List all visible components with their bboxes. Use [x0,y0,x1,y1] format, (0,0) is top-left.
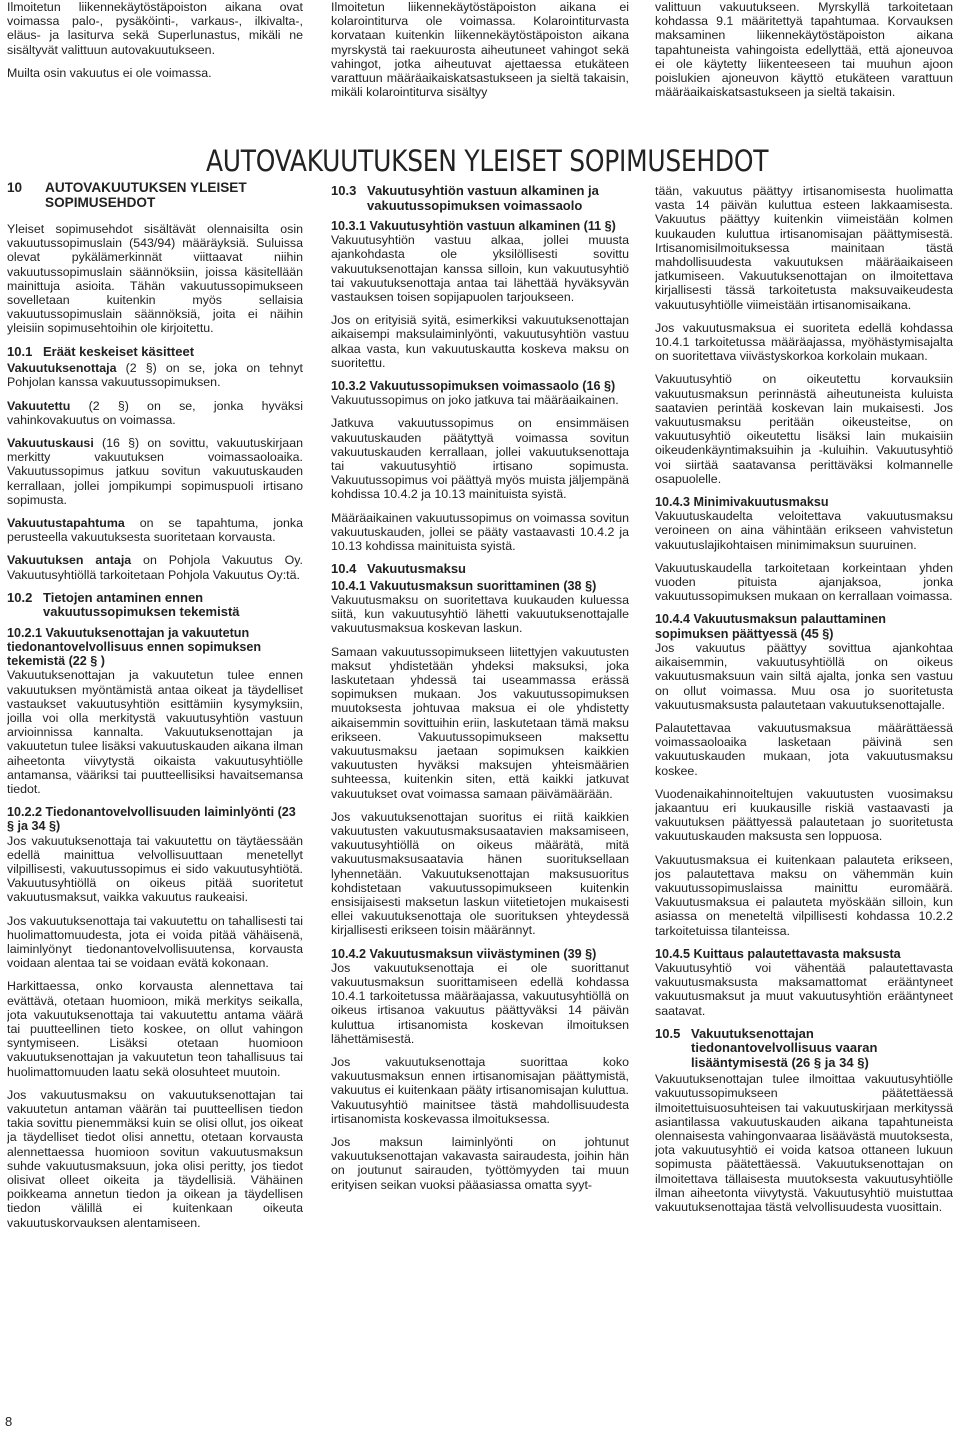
paragraph: Jos maksun laiminlyönti on johtunut vakuutuksenottajan vakavasta sairaudesta, joihin hän on joutunut sairauden, työttömyyden tai muun erityisen seikan vuoksi pääasiassa omatta syyt- [331,1135,629,1192]
paragraph: Jos vakuutusmaksua ei suoriteta edellä kohdassa 10.4.1 tarkoitetussa määräajassa, myöhästymisajalta on suoritettava viivästyskorkoa korkolain mukaan. [655,320,953,364]
intro-paragraph: Yleiset sopimusehdot sisältävät olennaisilta osin vakuutussopimuslain (543/94) määräyksiä. Suluissa olevat pykälämerkinnät viittaavat niihin vakuutussopimuslain säännöksiin, joissa käsitellään mainittuja asioita. Tähän vakuutussopimukseen sovelletaan kuitenkin myös sellaisia vakuutussopimuslain säännöksiä, joita ei näihin yleisiin sopimusehtoihin ole kirjoitettu. [7,222,303,336]
section-title: Eräät keskeiset käsitteet [43,343,195,359]
paragraph: Harkittaessa, onko korvausta alennettava tai evättävä, otetaan huomioon, mikä merkitys seikalla, jota vakuutuksenottaja tai vakuutettu antama väärä tai puutteellinen tieto koskee, on ollut vahingon syntymiseen. Lisäksi otetaan huomioon vakuutuksenottajan ja vakuutetun teon tahallisuus tai huolimattomuuden laatu sekä olosuhteet muutoin. [7,979,303,1079]
paragraph: Jos vakuutus päättyy sovittua ajankohtaa aikaisemmin, vakuutusyhtiöllä on oikeus vakuutusmaksuun vain siltä ajalta, jonka sen vastuu on ollut voimassa. Muu osa jo suoritetusta vakuutusmaksusta palautetaan vakuutuksenottajalle. [655,640,953,712]
section-heading-10-2 [7,591,303,620]
paragraph: Jos vakuutuksenottajan suoritus ei riitä kaikkien vakuutusten vakuutusmaksusaatavien maksamiseen, vakuutusyhtiöllä on oikeus määrätä, mitä vakuutusmaksusaatavia hänen suorituksellaan lyhennetään. Vakuutuksenottajan maksusuoritus kohdistetaan vakuutussopimukseen kuitenkin ensisijaisesti maksetun laskun viitetietojen mukaisesti ellei vakuutuksenottaja ole suorituksen yhteydessä kirjallisesti erikseen toisin määrännyt. [331,809,629,938]
section-heading-10-4 [331,562,629,577]
paragraph: Vakuutussopimus on joko jatkuva tai määräaikainen. [331,393,619,408]
subsection-heading: 10.3.2 Vakuutussopimuksen voimassaolo (16 §) [331,379,616,394]
section-heading-10-1 [7,345,303,360]
paragraph: Jos vakuutuksenottaja tai vakuutettu on täytäessään edellä mainittua velvollisuuttaan menetellyt vilpillisesti, vakuutussopimus ei sido vakuutusyhtiötä. Vakuutusyhtiöllä on oikeus pitää suoritetut vakuutusmaksut, vaikka vakuutus raukeaisi. [7,833,303,905]
page-number: 8 [5,1414,13,1429]
paragraph: Vakuutuksenottajan ja vakuutetun tulee ennen vakuutuksen myöntämistä antaa oikeat ja täydelliset vastaukset vakuutusyhtiön esittämiin kysymyksiin, joilla voi olla merkitystä vakuutusyhtiön vastuun arvioinnissa kannalta. Vakuutuksenottajan ja vakuutetun tulee lisäksi vakuutuskauden aikana ilman aiheetonta viivytystä oikaista vakuutusyhtiölle antamansa, vääriksi tai puutteellisiksi havaitsemansa tiedot. [7,668,303,796]
subsection-heading: 10.2.1 Vakuutuksenottajan ja vakuutetun tiedonantovelvollisuus ennen sopimuksen tekemistä (22 § ) [7,625,262,669]
paragraph: Vakuutusyhtiö voi vähentää palautettavasta vakuutusmaksusta maksamattomat erääntyneet vakuutusmaksut ja muut vakuutusyhtiön erääntyneet saatavat. [655,960,953,1018]
subsection-heading: 10.2.2 Tiedonantovelvollisuuden laiminlyönti (23 § ja 34 §) [7,805,296,834]
definition [7,553,303,581]
term: Vakuutuksenottaja [7,361,117,376]
section-number: 10 [7,180,23,195]
definition-text: (2 §) on se, jonka hyväksi vahinkovakuutus on voimassa. [7,398,303,427]
section-title: Tietojen antaminen ennen vakuutussopimuksen tekemistä [43,589,240,620]
page-title: AUTOVAKUUTUKSEN YLEISET SOPIMUSEHDOT [206,144,769,178]
section-title: Vakuutuksenottajan tiedonantovelvollisuus vaaran lisääntymisestä (26 § ja 34 §) [691,1025,878,1070]
section-title: Vakuutusyhtiön vastuun alkaminen ja vakuutussopimuksen voimassaolo [367,184,599,213]
section-title: AUTOVAKUUTUKSEN YLEISET SOPIMUSEHDOT [45,180,247,210]
definition [7,516,303,544]
paragraph: valittuun vakuutukseen. Myrskyllä tarkoitetaan kohdassa 9.1 määritettyä tapahtumaa. Korvauksen maksaminen liikennekäytöstäpoiston aikana tapahtuneista vahingoista edellyttää, että ajoneuvoa ei ole käytetty liikenteeseen tai muuhun ajoon poislukien ajoneuvon käyttö etukäteen varattuun määräaikaiskatsastukseen ja sieltä takaisin. [655,0,953,100]
section-number: 10.3 [331,184,357,198]
paragraph: Jos vakuutuksenottaja suorittaa koko vakuutusmaksun ennen irtisanomisajan päättymistä, vakuutus ei kuitenkaan pääty irtisanomisajan kuluttua. Vakuutusyhtiö mainitsee tästä mahdollisuudesta irtisanomista koskevassa ilmoituksessa. [331,1055,629,1126]
term: Vakuutuskausi [7,435,94,450]
term: Vakuutettu [7,398,71,413]
column-1 [7,180,303,1380]
section-heading-10-3 [331,184,629,213]
paragraph: Vakuutusmaksua ei kuitenkaan palauteta erikseen, jos palautettava maksu on vähemmän kuin vakuutussopimuslaissa mainittu euromäärä. Vakuutusmaksua ei palauteta myöskään silloin, kun asiassa on meneteltä vilpillisesti kohdassa 10.2.2 tarkoitetuissa tilanteissa. [655,852,953,938]
section-title: Vakuutusmaksu [367,561,466,577]
definition-text: (2 §) on se, joka on tehnyt Pohjolan kanssa vakuutussopimuksen. [7,361,303,390]
subsection-heading: 10.4.4 Vakuutusmaksun palauttaminen sopimuksen päättyessä (45 §) [655,612,886,641]
subsection-heading: 10.4.1 Vakuutusmaksun suorittaminen (38 §) [331,578,597,593]
definition-text: (16 §) on sovittu, vakuutuskirjaan merkitty vakuutuksen voimassaoloaika. Vakuutussopimus jatkuu sovitun vakuutuskauden kerrallaan, jollei jompikumpi sopimuspuoli irtisano sopimusta. [7,435,303,507]
paragraph: Määräaikainen vakuutussopimus on voimassa sovitun vakuutuskauden, jollei se pääty vastaavasti 10.4.2 ja 10.13 kohdissa mainituista syistä. [331,510,629,554]
paragraph: tään, vakuutus päättyy irtisanomisesta huolimatta vasta 14 päivän kuluttua esteen lakkaamisesta. Vakuutus päättyy kuitenkin viimeistään kolmen kuukauden kuluttua irtisanomisajan päättymisestä. Irtisanomisilmoituksessa mainitaan tästä mahdollisuudesta vakuutuksen määräaikaiseen jatkumiseen. Vakuutuksenottajan on ilmoitettava kirjallisesti tässä tarkoitetusta maksuvaikeudesta vakuutusyhtiölle viimeistään irtisanomisaikana. [655,184,953,312]
paragraph: Ilmoitetun liikennekäytöstäpoiston aikana ovat voimassa palo-, pysäköinti-, varkaus-, ilkivalta-, eläus- ja lasiturva sekä Superlunastus, mikäli ne sisältyvät valittuun autovakuutukseen. [7,0,303,57]
paragraph: Vakuutuskaudelta veloitettava vakuutusmaksu veroineen on aina vähintään erikseen vahvistetun vakuutuslajikohtaisen minimimaksun suuruinen. [655,509,953,552]
paragraph: Samaan vakuutussopimukseen liitettyjen vakuutusten maksut yhdistetään yhdeksi maksuksi, joka laskutetaan yhdessä tai useammassa erässä sopimuksen mukaan. Jos vakuutussopimuksen muutoksesta johtuvaa maksua ei ole yhdistetty aikaisemmin sovittuihin eriin, laskutetaan tämä maksu erikseen. Vakuutussopimukseen maksettu vakuutusmaksu jaetaan sopimuksen kaikkien vakuutusten hyväksi maksujen yhteismäärien suhteessa, kuitenkin siten, että kaikki jatkuvat vakuutukset ovat voimassa samaan päivämäärään. [331,644,629,801]
section-heading-10-5 [655,1027,953,1071]
section-number: 10.5 [655,1025,681,1041]
paragraph: Jos vakuutusmaksu on vakuutuksenottajan tai vakuutetun antaman väärän tai puutteellisen tiedon takia sovittu pienemmäksi kuin se olisi ollut, jos oikeat ja täydelliset tiedot olisi annettu, otetaan korvausta alennettaessa huomioon sovitun vakuutusmaksun suhde vakuutusmaksuun, joka olisi peritty, jos tiedot olisivat olleet oikeita ja täydellisiä. Vähäinen poikkeama annetun tiedon ja oikean ja täydellisen tiedon välillä ei kuitenkaan oikeuta vakuutuskorvauksen alentamiseen. [7,1087,303,1230]
paragraph: Vakuutusmaksu on suoritettava kuukauden kuluessa siitä, kun vakuutusyhtiö lähetti vakuutuksenottajalle vakuutusmaksua koskevan laskun. [331,592,629,636]
definition [7,436,303,507]
top-column-2 [331,0,629,110]
paragraph: Muilta osin vakuutus ei ole voimassa. [7,65,212,80]
section-number: 10.1 [7,343,33,359]
top-column-1 [7,0,303,100]
paragraph: Jos vakuutuksenottaja ei ole suorittanut vakuutusmaksun suorittamiseen edellä kohdassa 10.4.1 tarkoitetussa määräajassa, vakuutusyhtiöllä on oikeus irtisanoa vakuutus päättyväksi 14 päivän kuluttua irtisanomista koskevan ilmoituksen lähettämisestä. [331,960,629,1046]
subsection-heading: 10.4.2 Vakuutusmaksun viivästyminen (39 §) [331,946,597,961]
paragraph: Vakuutuksenottajan tulee ilmoittaa vakuutusyhtiölle vakuutussopimukseen päätettäessä ilmoitettuisuosuhteisen tai vakuutuskirjaan merkityssä asiantilassa vakuutuskauden aikana tapahtuneista olennaisesta vahingonvaaraa lisäävästä muutoksesta, jota vakuutusyhtiö ei voida katsoa ottaneen lukuun sopimusta päätettäessä. Vakuutuksenottajan on ilmoitettava tällaisesta muutoksesta vakuutusyhtiölle ilman aiheetonta viivytystä. Vakuutusyhtiö muistuttaa vakuutuksenottajaa tästä velvollisuudesta vuosittain. [655,1072,953,1215]
paragraph: Jatkuva vakuutussopimus on ensimmäisen vakuutuskauden päätyttyä voimassa sovitun vakuutuskauden kerrallaan, jollei vakuutuksenottaja tai vakuutusyhtiö irtisano sopimusta. Vakuutussopimus voi päättyä myös muista jäljempänä kohdissa 10.4.2 ja 10.13 mainituista syistä. [331,416,629,502]
term: Vakuutustapahtuma [7,515,125,530]
column-3 [655,184,953,1380]
section-heading-10 [7,180,303,210]
definition-text: on se tapahtuma, jonka perusteella vakuutuksesta suoritetaan korvausta. [7,515,303,545]
paragraph: Vakuutusyhtiö on oikeutettu korvauksiin vakuutusmaksun perinnästä aiheutuneista kuluista saatavien perintää koskevan lain mukaisesti. Jos vakuutusmaksu peritään oikeusteitse, on vakuutusyhtiö oikeutettu lisäksi lain mukaisiin oikeudenkäyntimaksuihin ja -kuluihin. Vakuutusyhtiö voi siirtää saatavansa perittäväksi kolmannelle osapuolelle. [655,372,953,486]
paragraph: Jos vakuutuksenottaja tai vakuutettu on tahallisesti tai huolimattomuudesta, jota ei voida pitää vähäisenä, laiminlyönyt tiedonantovelvollisuutensa, korvausta voidaan alentaa tai se voidaan evätä kokonaan. [7,913,303,971]
paragraph: Ilmoitetun liikennekäytöstäpoiston aikana ei kolarointiturva ole voimassa. Kolarointiturvasta korvataan kuitenkin liikennekäytöstäpoiston aikana myrskystä tai raekuurosta aiheutuneet vahingot sekä vahingot, jotka aiheutuvat ajettaessa etukäteen varattuun määräaikaiskatsastukseen ja sieltä takaisin, mikäli kolarointiturva sisältyy [331,0,629,100]
paragraph: Jos on erityisiä syitä, esimerkiksi vakuutuksenottajan aikaisempi maksulaiminlyönti, vakuutusyhtiön vastuu alkaa vasta, kun vakuutuskautta koskeva maksu on suoritettu. [331,313,629,370]
paragraph: Vuodenaikahinnoiteltujen vakuutusten vuosimaksu jakaantuu eri kuukausille riskiä vastaavasti ja vakuutuksen päättyessä palautetaan jo suoritetusta vakuutuskauden maksusta sen loppuosa. [655,786,953,844]
definition-text: on Pohjola Vakuutus Oy. Vakuutusyhtiöllä tarkoitetaan Pohjola Vakuutus Oy:tä. [7,553,303,582]
column-2 [331,184,629,1380]
paragraph: Vakuutusyhtiön vastuu alkaa, jollei muusta ajankohdasta ole yksilöllisesti sovittu vakuutuksenottajan kanssa silloin, kun vakuutusyhtiö tai vakuutuksenottaja antaa tai lähettää hyväksyvän vastauksen toisen sopijapuolen tarjoukseen. [331,233,629,305]
subsection-heading: 10.3.1 Vakuutusyhtiön vastuun alkaminen (11 §) [331,219,616,233]
section-number: 10.4 [331,561,357,577]
term: Vakuutuksen antaja [7,553,132,568]
paragraph: Palautettavaa vakuutusmaksua määrättäessä voimassaoloaika lasketaan päivinä sen vakuutuskauden mukaan, jota vakuutusmaksu koskee. [655,720,953,778]
paragraph: Vakuutuskaudella tarkoitetaan korkeintaan yhden vuoden pituista ajanjaksoa, jonka vakuutussopimuksen mukaan on kerrallaan voimassa. [655,560,953,604]
subsection-heading: 10.4.3 Minimivakuutusmaksu [655,495,829,510]
definition [7,399,303,427]
section-number: 10.2 [7,589,33,605]
top-column-3 [655,0,953,110]
subsection-heading: 10.4.5 Kuittaus palautettavasta maksusta [655,946,901,961]
definition [7,361,303,389]
